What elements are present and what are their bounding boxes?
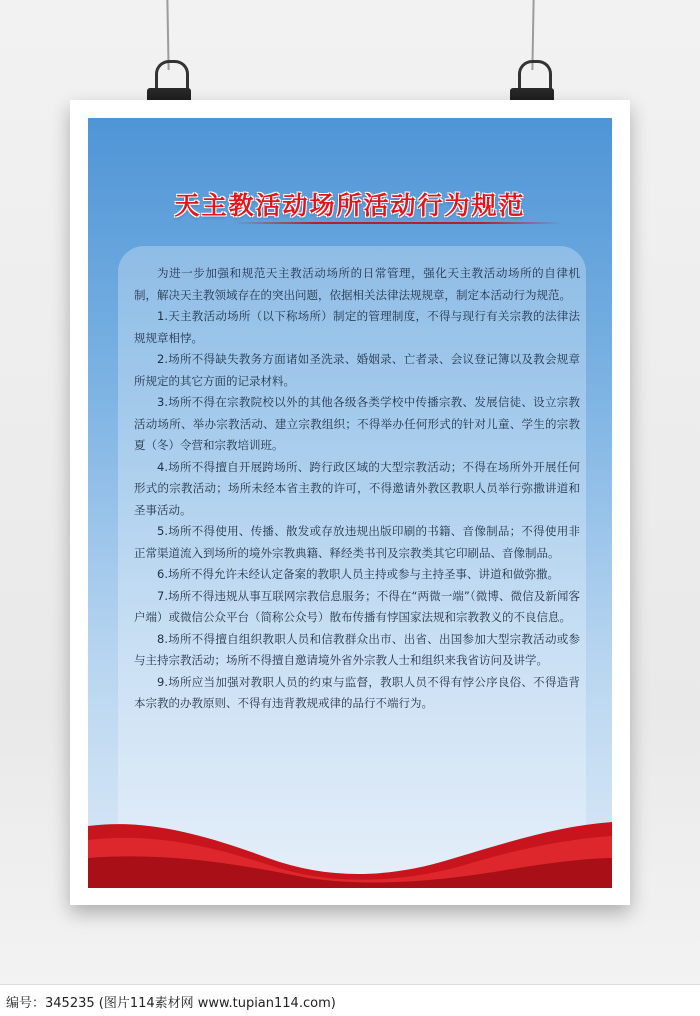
poster-panel (88, 118, 612, 888)
rule-item: 6.场所不得允许未经认定备案的教职人员主持或参与主持圣事、讲道和做弥撒。 (157, 567, 559, 581)
title-underline (233, 222, 563, 224)
rule-item: 8.场所不得擅自组织教职人员和信教群众出市、出省、出国参加大型宗教活动或参与主持宗教活动；场所不得擅自邀请境外省外宗教人士和组织来我省访问及讲学。 (134, 631, 580, 667)
poster (70, 100, 630, 905)
poster-title: 天主教活动场所活动行为规范 (174, 191, 526, 220)
red-ribbon-decoration (88, 818, 612, 888)
rule-item: 1.天主教活动场所（以下称场所）制定的管理制度，不得与现行有关宗教的法律法规规章相悖。 (134, 309, 580, 345)
rule-item: 7.场所不得违规从事互联网宗教信息服务；不得在“两微一端”（微博、微信及新闻客户端）或微信公众平台（简称公众号）散布传播有悖国家法规和宗教教义的不良信息。 (134, 588, 580, 624)
rule-item: 2.场所不得缺失教务方面诸如圣洗录、婚姻录、亡者录、会议登记簿以及教会规章所规定的其它方面的记录材料。 (134, 352, 580, 388)
watermark-bar (0, 984, 700, 1016)
intro-paragraph: 为进一步加强和规范天主教活动场所的日常管理，强化天主教活动场所的自律机制，解决天主教领域存在的突出问题，依据相关法律法规规章，制定本活动行为规范。 (134, 266, 580, 302)
watermark-text: 编号：345235 (图片114素材网 www.tupian114.com) (6, 996, 336, 1011)
rule-item: 3.场所不得在宗教院校以外的其他各级各类学校中传播宗教、发展信徒、设立宗教活动场所、举办宗教活动、建立宗教组织；不得举办任何形式的针对儿童、学生的宗教夏（冬）令营和宗教培训班。 (134, 395, 580, 452)
regulation-text (134, 263, 580, 715)
rule-item: 5.场所不得使用、传播、散发或存放违规出版印刷的书籍、音像制品；不得使用非正常渠道流入到场所的境外宗教典籍、释经类书刊及宗教类其它印刷品、音像制品。 (134, 524, 580, 560)
rule-item: 4.场所不得擅自开展跨场所、跨行政区域的大型宗教活动；不得在场所外开展任何形式的宗教活动；场所未经本省主教的许可，不得邀请外教区教职人员举行弥撒讲道和圣事活动。 (134, 459, 580, 517)
rule-item: 9.场所应当加强对教职人员的约束与监督，教职人员不得有悖公序良俗、不得造背本宗教的办教原则、不得有违背教规戒律的品行不端行为。 (134, 674, 580, 710)
